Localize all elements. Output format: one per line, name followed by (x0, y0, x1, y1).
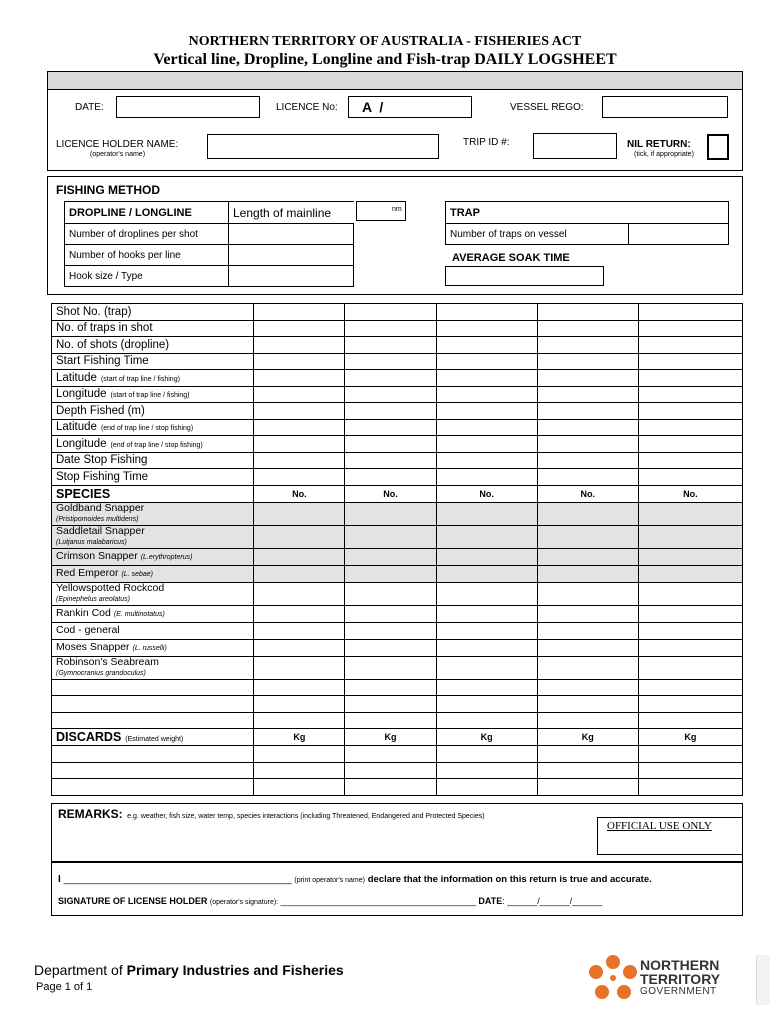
species-scientific-name: (L.erythropterus) (140, 553, 193, 561)
species-count-cell[interactable] (638, 565, 742, 582)
species-count-cell[interactable] (638, 656, 742, 679)
shot-entry-cell[interactable] (537, 304, 638, 321)
shot-row-label (52, 337, 254, 354)
trip-id-label: TRIP ID #: (463, 137, 510, 148)
shot-entry-cell[interactable] (345, 370, 436, 387)
shot-entry-cell[interactable] (345, 353, 436, 370)
shot-row-label (52, 353, 254, 370)
shot-entry-cell[interactable] (436, 403, 537, 420)
shot-entry-cell[interactable] (345, 386, 436, 403)
species-count-cell[interactable] (638, 712, 742, 729)
species-count-cell[interactable] (436, 605, 537, 622)
species-count-cell[interactable] (254, 639, 345, 656)
shot-label-note: (start of trap line / fishing) (100, 375, 180, 383)
discards-col-header: Kg (638, 729, 742, 746)
shot-entry-cell[interactable] (345, 304, 436, 321)
species-name: Moses Snapper (56, 640, 130, 653)
species-col-header: No. (638, 485, 742, 502)
trip-id-field[interactable] (533, 133, 617, 159)
shot-row-label (52, 403, 254, 420)
blank-species-row (52, 696, 743, 713)
species-count-cell[interactable] (537, 639, 638, 656)
species-name-cell (52, 582, 254, 605)
nil-return-label: NIL RETURN: (627, 139, 691, 150)
discards-col-header: Kg (436, 729, 537, 746)
vessel-rego-field[interactable] (602, 96, 728, 118)
species-count-cell[interactable] (254, 582, 345, 605)
shot-entry-cell[interactable] (537, 436, 638, 453)
species-row (52, 565, 743, 582)
nil-return-sub: (tick, if appropriate) (634, 151, 694, 158)
shot-entry-cell[interactable] (345, 419, 436, 436)
shot-entry-cell[interactable] (537, 469, 638, 486)
traps-on-vessel-field[interactable] (629, 224, 729, 245)
shot-row-label (52, 469, 254, 486)
species-count-cell[interactable] (436, 639, 537, 656)
shot-row-label (52, 386, 254, 403)
species-count-cell[interactable] (436, 622, 537, 639)
species-scientific-name: (L. russelli) (132, 644, 167, 652)
trap-title: TRAP (446, 202, 729, 224)
logo-line3: GOVERNMENT (640, 986, 717, 997)
nil-return-checkbox[interactable] (707, 134, 729, 160)
species-count-cell[interactable] (345, 565, 436, 582)
shot-row (52, 370, 743, 387)
discard-weight-cell[interactable] (537, 762, 638, 779)
shot-row-label (52, 370, 254, 387)
shot-label-text: No. of traps in shot (56, 322, 153, 335)
species-name: Saddletail Snapper (56, 525, 145, 537)
shot-entry-cell[interactable] (345, 436, 436, 453)
discards-row (52, 779, 743, 796)
species-count-cell[interactable] (254, 548, 345, 565)
shot-entry-cell[interactable] (254, 419, 345, 436)
dept-bold: Primary Industries and Fisheries (126, 962, 344, 978)
species-name: Yellowspotted Rockcod (56, 582, 165, 594)
species-count-cell[interactable] (537, 622, 638, 639)
species-count-cell[interactable] (638, 605, 742, 622)
species-scientific-name: (Gymnocranius grandoculus) (56, 669, 146, 677)
species-count-cell[interactable] (436, 582, 537, 605)
shot-entry-cell[interactable] (436, 320, 537, 337)
species-count-cell[interactable] (345, 639, 436, 656)
shot-entry-cell[interactable] (537, 353, 638, 370)
shot-entry-cell[interactable] (436, 370, 537, 387)
print-name-note: (print operator's name) (294, 877, 365, 884)
discards-col-header: Kg (345, 729, 436, 746)
species-count-cell[interactable] (254, 712, 345, 729)
species-count-cell[interactable] (436, 679, 537, 696)
species-count-cell[interactable] (436, 712, 537, 729)
shot-row (52, 469, 743, 486)
droplines-per-shot-field[interactable] (229, 224, 354, 245)
discards-row (52, 746, 743, 763)
discards-title-cell (52, 729, 254, 746)
shot-label-text: Date Stop Fishing (56, 454, 148, 467)
declaration-section (51, 862, 743, 916)
species-count-cell[interactable] (254, 565, 345, 582)
shot-row (52, 337, 743, 354)
declaration-text: declare that the information on this return is true and accurate. (367, 874, 652, 885)
discards-row (52, 762, 743, 779)
shot-entry-cell[interactable] (638, 452, 742, 469)
species-scientific-name: (E. multinotatus) (113, 610, 165, 618)
shot-entry-cell[interactable] (436, 419, 537, 436)
discards-title: DISCARDS (56, 730, 122, 744)
species-col-header: No. (345, 485, 436, 502)
blank-species-row (52, 679, 743, 696)
shot-label-note: (end of trap line / stop fishing) (100, 425, 194, 433)
species-count-cell[interactable] (638, 622, 742, 639)
species-col-header: No. (537, 485, 638, 502)
mainline-label: Length of mainline (229, 202, 354, 224)
signature-note: (operator's signature): (209, 899, 279, 906)
species-count-cell[interactable] (537, 548, 638, 565)
species-row (52, 548, 743, 565)
species-count-cell[interactable] (537, 712, 638, 729)
discard-weight-cell[interactable] (638, 779, 742, 796)
species-count-cell[interactable] (254, 622, 345, 639)
species-name-cell (52, 502, 254, 525)
discard-weight-cell[interactable] (254, 762, 345, 779)
remarks-note: e.g. weather, fish size, water temp, species interactions (including Threatened, Endangered and Protected Species) (127, 813, 485, 820)
species-count-cell[interactable] (537, 696, 638, 713)
page-edge (756, 955, 770, 1005)
species-name: Rankin Cod (56, 606, 111, 619)
species-scientific-name: (Epinephelus areolatus) (56, 595, 130, 603)
declaration-i: I (58, 874, 61, 885)
shot-entry-cell[interactable] (254, 436, 345, 453)
species-count-cell[interactable] (537, 582, 638, 605)
species-scientific-name: (L. sebae) (121, 570, 153, 578)
shot-row (52, 419, 743, 436)
holder-label: LICENCE HOLDER NAME: (56, 139, 179, 150)
shot-entry-cell[interactable] (345, 469, 436, 486)
species-count-cell[interactable] (537, 679, 638, 696)
species-name-cell (52, 622, 254, 639)
soak-time-field[interactable] (445, 266, 604, 286)
discard-weight-cell[interactable] (254, 746, 345, 763)
species-row (52, 582, 743, 605)
species-name-cell (52, 656, 254, 679)
species-name-cell (52, 605, 254, 622)
species-name: Robinson's Seabream (56, 656, 159, 668)
shot-entry-cell[interactable] (345, 320, 436, 337)
species-count-cell[interactable] (345, 548, 436, 565)
signature-blank[interactable]: _______________________________________ (280, 896, 476, 906)
date-label: DATE: (75, 102, 104, 113)
shot-row (52, 320, 743, 337)
species-scientific-name: (Lutjanus malabaricus) (56, 538, 127, 546)
shot-row (52, 452, 743, 469)
mainline-unit: nm (392, 206, 402, 213)
shot-row-label (52, 436, 254, 453)
shot-row (52, 386, 743, 403)
discards-col-header: Kg (537, 729, 638, 746)
species-count-cell[interactable] (254, 502, 345, 525)
discard-species-cell[interactable] (52, 746, 254, 763)
shot-entry-cell[interactable] (638, 304, 742, 321)
discard-species-cell[interactable] (52, 762, 254, 779)
shot-label-text: Latitude (56, 421, 97, 434)
decl-date-blank[interactable]: : ______/______/______ (502, 896, 603, 906)
shot-label-text: Stop Fishing Time (56, 470, 149, 483)
shot-row-label (52, 419, 254, 436)
discards-col-header: Kg (254, 729, 345, 746)
soak-time-title: AVERAGE SOAK TIME (452, 252, 570, 264)
shot-row-label (52, 320, 254, 337)
shot-entry-cell[interactable] (254, 353, 345, 370)
decl-date-label: DATE (478, 896, 503, 906)
shot-entry-cell[interactable] (254, 337, 345, 354)
discard-weight-cell[interactable] (436, 762, 537, 779)
discard-weight-cell[interactable] (537, 779, 638, 796)
species-count-cell[interactable] (537, 605, 638, 622)
species-count-cell[interactable] (345, 679, 436, 696)
shot-label-text: Start Fishing Time (56, 355, 149, 368)
species-name: Red Emperor (56, 566, 119, 579)
shot-row-label (52, 304, 254, 321)
discard-weight-cell[interactable] (537, 746, 638, 763)
dept-prefix: Department of (34, 962, 127, 978)
header-bar (47, 71, 743, 90)
blank-species-row (52, 712, 743, 729)
operator-name-blank[interactable]: _________________________________________ (63, 874, 292, 885)
shot-label-text: Shot No. (trap) (56, 305, 132, 318)
shot-entry-cell[interactable] (254, 304, 345, 321)
species-row (52, 639, 743, 656)
logo-line1: NORTHERN (640, 957, 720, 973)
species-name-cell (52, 548, 254, 565)
species-col-header: No. (436, 485, 537, 502)
dropline-row: Number of hooks per line (65, 245, 229, 266)
species-count-cell[interactable] (537, 565, 638, 582)
species-row (52, 525, 743, 548)
form-title-line2: Vertical line, Dropline, Longline and Fish-trap DAILY LOGSHEET (153, 51, 617, 68)
shot-entry-cell[interactable] (537, 419, 638, 436)
shot-label-text: Longitude (56, 388, 107, 401)
species-count-cell[interactable] (345, 622, 436, 639)
shot-label-text: Latitude (56, 371, 97, 384)
species-count-cell[interactable] (254, 525, 345, 548)
shot-entry-cell[interactable] (638, 436, 742, 453)
trap-row: Number of traps on vessel (446, 224, 629, 245)
shot-entry-cell[interactable] (345, 452, 436, 469)
species-count-cell[interactable] (638, 582, 742, 605)
declaration-line (58, 874, 652, 885)
species-name: Crimson Snapper (56, 549, 138, 562)
species-row (52, 605, 743, 622)
shot-entry-cell[interactable] (537, 386, 638, 403)
species-count-cell[interactable] (436, 656, 537, 679)
vessel-rego-label: VESSEL REGO: (510, 102, 584, 113)
date-field[interactable] (116, 96, 260, 118)
hooks-per-line-field[interactable] (229, 245, 354, 266)
species-count-cell[interactable] (537, 525, 638, 548)
nt-government-logo (588, 955, 738, 1003)
shot-entry-cell[interactable] (436, 386, 537, 403)
signature-label: SIGNATURE OF LICENSE HOLDER (58, 896, 208, 906)
blank-species-name-cell[interactable] (52, 696, 254, 713)
species-count-cell[interactable] (436, 696, 537, 713)
discard-weight-cell[interactable] (638, 762, 742, 779)
species-count-cell[interactable] (436, 502, 537, 525)
species-count-cell[interactable] (638, 548, 742, 565)
shot-entry-cell[interactable] (537, 370, 638, 387)
shot-entry-cell[interactable] (638, 353, 742, 370)
department-name (34, 962, 344, 978)
shot-entry-cell[interactable] (537, 403, 638, 420)
remarks-title: REMARKS: (58, 807, 123, 821)
holder-sub: (operator's name) (90, 151, 146, 158)
shot-entry-cell[interactable] (436, 304, 537, 321)
licence-no-label: LICENCE No: (276, 102, 338, 113)
shot-entry-cell[interactable] (638, 469, 742, 486)
discards-note: (Estimated weight) (125, 736, 184, 743)
shot-label-text: No. of shots (dropline) (56, 338, 170, 351)
shot-entry-cell[interactable] (638, 370, 742, 387)
discard-weight-cell[interactable] (436, 779, 537, 796)
species-name: Cod - general (56, 624, 120, 636)
species-count-cell[interactable] (254, 605, 345, 622)
species-count-cell[interactable] (254, 656, 345, 679)
shot-entry-cell[interactable] (436, 469, 537, 486)
discard-species-cell[interactable] (52, 779, 254, 796)
shot-row (52, 353, 743, 370)
shot-label-text: Longitude (56, 437, 107, 450)
species-count-cell[interactable] (638, 639, 742, 656)
species-count-cell[interactable] (345, 696, 436, 713)
species-row (52, 622, 743, 639)
page-number: Page 1 of 1 (36, 981, 93, 993)
shot-entry-cell[interactable] (254, 403, 345, 420)
nt-flower-icon (588, 955, 638, 1003)
species-count-cell[interactable] (345, 582, 436, 605)
species-title: SPECIES (52, 485, 254, 502)
species-name: Goldband Snapper (56, 502, 145, 514)
shot-entry-cell[interactable] (537, 452, 638, 469)
shot-entry-cell[interactable] (436, 436, 537, 453)
shot-entry-cell[interactable] (254, 452, 345, 469)
shot-entry-cell[interactable] (638, 386, 742, 403)
shot-entry-cell[interactable] (436, 452, 537, 469)
discard-weight-cell[interactable] (345, 746, 436, 763)
species-name-cell (52, 565, 254, 582)
shot-entry-cell[interactable] (345, 403, 436, 420)
holder-name-field[interactable] (207, 134, 439, 159)
shot-entry-cell[interactable] (254, 320, 345, 337)
shot-entry-cell[interactable] (254, 386, 345, 403)
trap-table (445, 201, 729, 245)
discards-header-row (52, 729, 743, 746)
discard-weight-cell[interactable] (436, 746, 537, 763)
shot-entry-cell[interactable] (638, 320, 742, 337)
shot-row (52, 304, 743, 321)
species-count-cell[interactable] (345, 712, 436, 729)
blank-species-name-cell[interactable] (52, 679, 254, 696)
catch-grid (51, 303, 743, 796)
shot-entry-cell[interactable] (436, 353, 537, 370)
species-count-cell[interactable] (345, 502, 436, 525)
discard-weight-cell[interactable] (345, 779, 436, 796)
shot-entry-cell[interactable] (254, 370, 345, 387)
shot-row (52, 436, 743, 453)
species-count-cell[interactable] (537, 656, 638, 679)
licence-prefix: A / (362, 99, 384, 115)
species-count-cell[interactable] (345, 525, 436, 548)
discard-weight-cell[interactable] (254, 779, 345, 796)
shot-entry-cell[interactable] (345, 337, 436, 354)
dropline-title: DROPLINE / LONGLINE (65, 202, 229, 224)
species-col-header: No. (254, 485, 345, 502)
shot-entry-cell[interactable] (638, 419, 742, 436)
shot-label-note: (end of trap line / stop fishing) (110, 441, 203, 449)
dropline-row: Hook size / Type (65, 266, 229, 287)
species-count-cell[interactable] (345, 605, 436, 622)
blank-species-name-cell[interactable] (52, 712, 254, 729)
hook-size-field[interactable] (229, 266, 354, 287)
species-count-cell[interactable] (638, 696, 742, 713)
species-count-cell[interactable] (436, 565, 537, 582)
species-count-cell[interactable] (254, 696, 345, 713)
species-count-cell[interactable] (345, 656, 436, 679)
discard-weight-cell[interactable] (345, 762, 436, 779)
species-count-cell[interactable] (638, 679, 742, 696)
species-name-cell (52, 525, 254, 548)
shot-entry-cell[interactable] (638, 337, 742, 354)
shot-label-text: Depth Fished (m) (56, 404, 145, 417)
remarks-field[interactable] (59, 818, 589, 858)
shot-entry-cell[interactable] (537, 337, 638, 354)
species-count-cell[interactable] (254, 679, 345, 696)
shot-entry-cell[interactable] (537, 320, 638, 337)
species-count-cell[interactable] (436, 548, 537, 565)
species-name-cell (52, 639, 254, 656)
species-row (52, 502, 743, 525)
form-title-line1: NORTHERN TERRITORY OF AUSTRALIA - FISHERIES ACT (188, 34, 582, 49)
shot-row-label (52, 452, 254, 469)
official-use-label: OFFICIAL USE ONLY (607, 820, 712, 832)
logo-line2: TERRITORY (640, 971, 721, 987)
discard-weight-cell[interactable] (638, 746, 742, 763)
shot-entry-cell[interactable] (254, 469, 345, 486)
dropline-table (64, 201, 354, 287)
dropline-row: Number of droplines per shot (65, 224, 229, 245)
species-header-row (52, 485, 743, 502)
shot-entry-cell[interactable] (638, 403, 742, 420)
shot-row (52, 403, 743, 420)
species-count-cell[interactable] (537, 502, 638, 525)
shot-label-note: (start of trap line / fishing) (110, 392, 190, 400)
species-row (52, 656, 743, 679)
species-count-cell[interactable] (638, 502, 742, 525)
species-count-cell[interactable] (638, 525, 742, 548)
fishing-method-title: FISHING METHOD (56, 183, 160, 197)
species-scientific-name: (Pristipomoides multidens) (56, 515, 139, 523)
species-count-cell[interactable] (436, 525, 537, 548)
shot-entry-cell[interactable] (436, 337, 537, 354)
signature-line (58, 896, 602, 906)
